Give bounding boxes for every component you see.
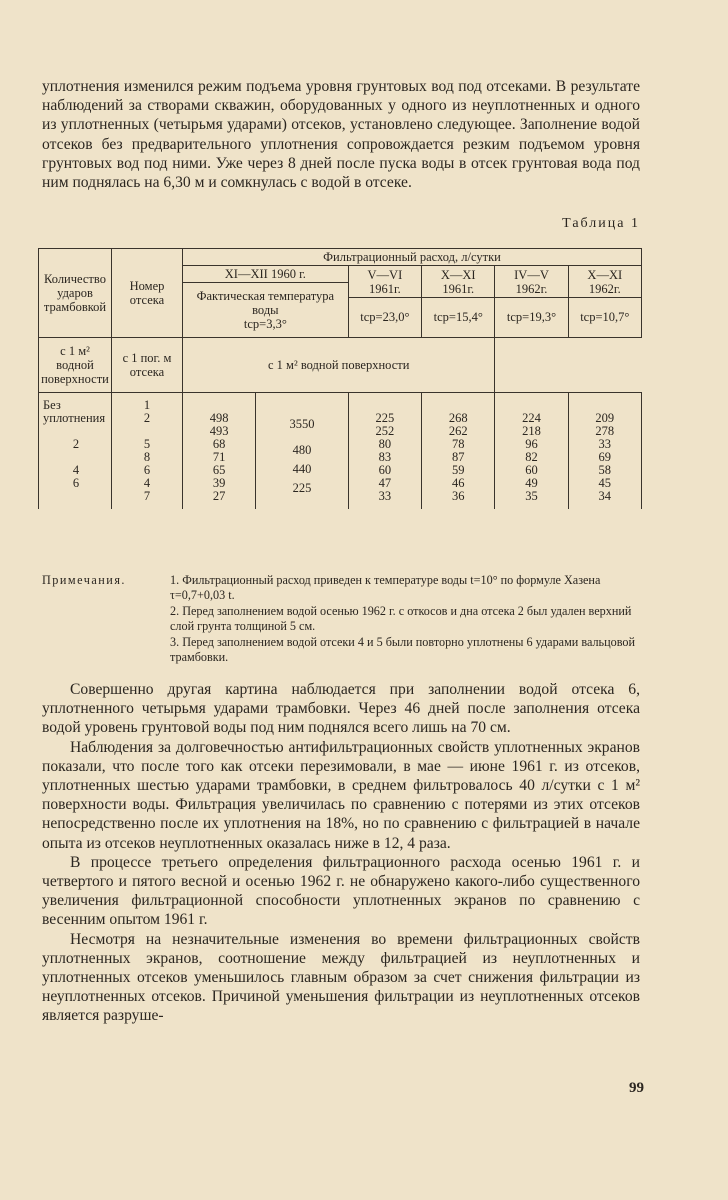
value: 27 [212, 489, 226, 503]
value: 59 [451, 463, 465, 477]
qty-label: Без уплотнения [43, 398, 106, 425]
note-row [42, 604, 642, 635]
fact-temp-label: Фактическая температура воды [196, 289, 335, 317]
value: 65 [212, 463, 226, 477]
value: 82 [525, 450, 538, 464]
subcol-running-meter: с 1 пог. м отсека [112, 338, 183, 393]
value: 35 [525, 489, 538, 503]
page-number: 99 [629, 1080, 644, 1096]
value: 3550 [289, 417, 315, 431]
col-c4 [568, 393, 641, 510]
col-b [256, 393, 349, 510]
note-row [42, 573, 642, 604]
intro-paragraph [42, 77, 640, 192]
note-3: 3. Перед заполнением водой отсеки 4 и 5 были повторно уплотнены 6 ударами вальцовой трамбовки. [170, 634, 636, 665]
section-num: 8 [143, 450, 151, 464]
period-1: XI—XII 1960 г. [183, 266, 349, 283]
fact-temp-cell [183, 283, 349, 338]
value: 58 [598, 463, 612, 477]
section-num: 7 [143, 489, 151, 503]
period-label: X—XI 1961г. [422, 267, 494, 298]
value: 78 [451, 437, 465, 451]
col-c2 [422, 393, 495, 510]
notes-label: Примечания. [42, 573, 126, 587]
paragraph: В процессе третьего определения фильтрационного расхода осенью 1961 г. и четвертого и пятого весной и осенью 1962 г. не обнаружено какого-либо существенного увеличения фильтрационной способности уплотненных экранов по сравнению с весенним опытом 1961 г. [42, 853, 640, 929]
value: 33 [378, 489, 392, 503]
value: 480 [292, 443, 312, 457]
header-qty: Количество ударов трамбовкой [39, 249, 112, 338]
value: 47 [378, 476, 392, 490]
table-notes [42, 573, 642, 665]
note-row [42, 635, 642, 666]
value: 262 [448, 424, 468, 438]
paragraph: Несмотря на незначительные изменения во времени фильтрационных свойств уплотненных экранов, соотношение между фильтрацией из неуплотненных и уплотненных отсеков уменьшилось главным образом за счет снижения фильтрации из неуплотненных отсеков. Причиной уменьшения фильтрации из неуплотненных отсеков является разруше- [42, 930, 640, 1025]
section-num: 5 [143, 437, 151, 451]
section-num: 4 [143, 476, 151, 490]
paragraph-text: уплотнения изменился режим подъема уровня грунтовых вод под отсеками. В результате наблюдений за створами скважин, оборудованных у одного из неуплотненных и одного из уплотненных (четырьмя ударами) отсеков, установлено следующее. Заполнение водой отсеков без предварительного уплотнения сопровождается резким подъемом уровня грунтовых вод под ними. Уже через 8 дней после пуска воды в отсек грунтовая вода под ним поднялась на 6,30 м и сомкнулась с водой в отсеке. [42, 78, 640, 192]
period-label: X—XI 1962г. [569, 267, 641, 298]
value: 493 [209, 424, 229, 438]
period-label: IV—V 1962г. [495, 267, 567, 298]
header-num: Номер отсека [112, 249, 183, 338]
value: 87 [451, 450, 465, 464]
value: 46 [451, 476, 465, 490]
qty-column [39, 393, 112, 510]
qty-label: 4 [72, 463, 80, 477]
value: 39 [212, 476, 226, 490]
table-caption: Таблица 1 [562, 216, 640, 231]
value: 33 [598, 437, 612, 451]
subcol-surface: с 1 м² водной поверхности [39, 338, 112, 393]
section-num: 6 [143, 463, 151, 477]
value: 96 [525, 437, 538, 451]
value: 80 [378, 437, 392, 451]
value: 49 [525, 476, 538, 490]
num-column [112, 393, 183, 510]
value: 69 [598, 450, 612, 464]
water-surface-header: с 1 м² водной поверхности [183, 338, 495, 393]
value: 60 [525, 463, 538, 477]
period-label: V—VI 1961г. [349, 267, 421, 298]
value: 498 [209, 411, 229, 425]
value: 225 [292, 481, 312, 495]
value: 34 [598, 489, 612, 503]
value: 278 [595, 424, 615, 438]
paragraph: Наблюдения за долговечностью антифильтрационных свойств уплотненных экранов показали, что после того как отсеки перезимовали, в мае — июне 1961 г. из отсеков, уплотненных шестью ударами трамбовки, в среднем фильтровалось 40 л/сутки с 1 м² поверхности воды. Фильтрация увеличилась по сравнению с потерями из этих отсеков непосредственно после их уплотнения на 18%, но по сравнению с фильтрацией в начале опыта из отсеков неуплотненных оказалась ниже в 12, 4 раза. [42, 738, 640, 852]
value: 68 [212, 437, 226, 451]
period-3 [422, 266, 495, 338]
qty-label: 6 [72, 476, 80, 490]
temp-value: tср=23,0° [360, 310, 410, 324]
col-c1 [348, 393, 421, 510]
body-text [42, 680, 640, 1026]
section-num: 1 [143, 398, 151, 412]
period-5 [568, 266, 641, 338]
table-body-row [39, 393, 642, 510]
temp-value: tср=15,4° [433, 310, 483, 324]
value: 268 [448, 411, 468, 425]
period-4 [495, 266, 568, 338]
temp-value: tср=19,3° [506, 310, 557, 324]
temp-value: tср=10,7° [580, 310, 630, 324]
value: 440 [292, 462, 312, 476]
section-num: 2 [143, 411, 151, 425]
value: 224 [522, 411, 541, 425]
value: 218 [522, 424, 541, 438]
data-table [38, 248, 642, 509]
value: 71 [212, 450, 226, 464]
header-filtration: Фильтрационный расход, л/сутки [183, 249, 642, 266]
note-2: 2. Перед заполнением водой осенью 1962 г. с откосов и дна отсека 2 был удален верхний слой грунта толщиной 5 см. [170, 603, 632, 634]
value: 225 [375, 411, 395, 425]
col-a [183, 393, 256, 510]
qty-label: 2 [72, 437, 80, 451]
period-2 [348, 266, 421, 338]
note-1: 1. Фильтрационный расход приведен к температуре воды t=10° по формуле Хазена τ=0,7+0,03 t. [170, 573, 601, 603]
value: 36 [451, 489, 465, 503]
value: 45 [598, 476, 612, 490]
value: 209 [595, 411, 615, 425]
paragraph: Совершенно другая картина наблюдается при заполнении водой отсека 6, уплотненного четырьмя ударами трамбовки. Через 46 дней после заполнения отсека водой уровень грунтовой воды под ним поднялся всего лишь на 70 см. [42, 681, 640, 737]
value: 60 [378, 463, 392, 477]
col-c3 [495, 393, 568, 510]
fact-temp-value: tср=3,3° [243, 317, 287, 331]
value: 83 [378, 450, 392, 464]
value: 252 [375, 424, 395, 438]
